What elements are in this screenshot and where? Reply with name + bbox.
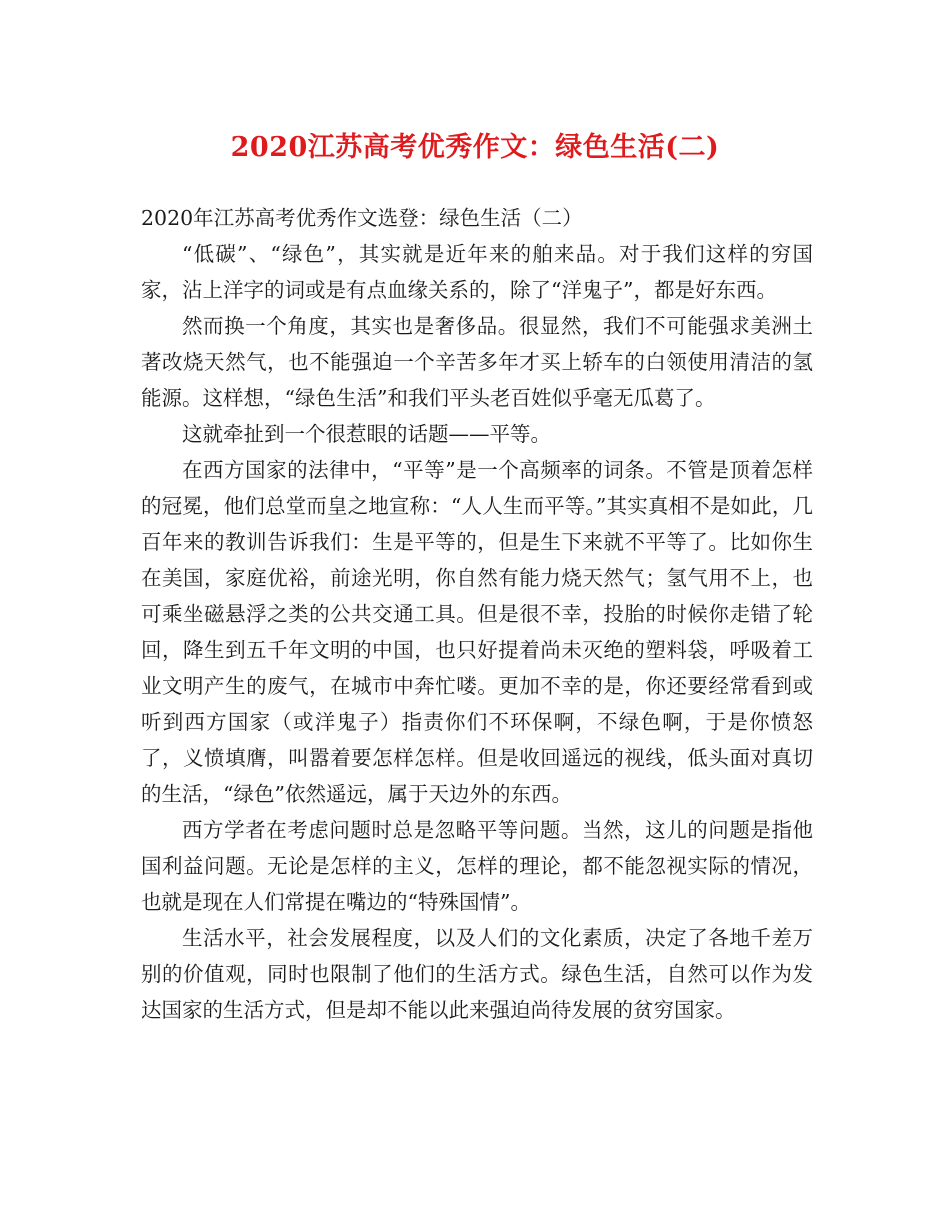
paragraph-3: 这就牵扯到一个很惹眼的话题——平等。 — [182, 422, 551, 446]
document-title: 2020江苏高考优秀作文：绿色生活(二) — [230, 132, 720, 163]
paragraph-6: 生活水平，社会发展程度，以及人们的文化素质，决定了各地千差万别的价值观，同时也限制了他们的生活方式。绿色生活，自然可以作为发达国家的生活方式，但是却不能以此来强迫尚待发展的贫穷国家。 — [141, 926, 813, 1022]
paragraph-4: 在西方国家的法律中，“平等”是一个高频率的词条。不管是顶着怎样的冠冕，他们总堂而皇之地宣称：“人人生而平等。”其实真相不是如此，几百年来的教训告诉我们：生是平等的，但是生下来就不平等了。比如你生在美国，家庭优裕，前途光明，你自然有能力烧天然气；氢气用不上，也可乘坐磁悬浮之类的公共交通工具。但是很不幸，投胎的时候你走错了轮回，降生到五千年文明的中国，也只好提着尚未灭绝的塑料袋，呼吸着工业文明产生的废气，在城市中奔忙喽。更加不幸的是，你还要经常看到或听到西方国家（或洋鬼子）指责你们不环保啊，不绿色啊，于是你愤怒了，义愤填膺，叫嚣着要怎样怎样。但是收回遥远的视线，低头面对真切的生活，“绿色”依然遥远，属于天边外的东西。 — [141, 458, 813, 806]
paragraph-1: “低碳”、“绿色”，其实就是近年来的舶来品。对于我们这样的穷国家，沾上洋字的词或是有点血缘关系的，除了“洋鬼子”，都是好东西。 — [141, 242, 813, 302]
document-subtitle: 2020年江苏高考优秀作文选登：绿色生活（二） — [141, 206, 583, 230]
paragraph-2: 然而换一个角度，其实也是奢侈品。很显然，我们不可能强求美洲土著改烧天然气，也不能强迫一个辛苦多年才买上轿车的白领使用清洁的氢能源。这样想，“绿色生活”和我们平头老百姓似乎毫无瓜葛了。 — [141, 314, 813, 410]
paragraph-5: 西方学者在考虑问题时总是忽略平等问题。当然，这儿的问题是指他国利益问题。无论是怎样的主义，怎样的理论，都不能忽视实际的情况，也就是现在人们常提在嘴边的“特殊国情”。 — [141, 818, 813, 914]
document-body — [141, 200, 813, 1028]
